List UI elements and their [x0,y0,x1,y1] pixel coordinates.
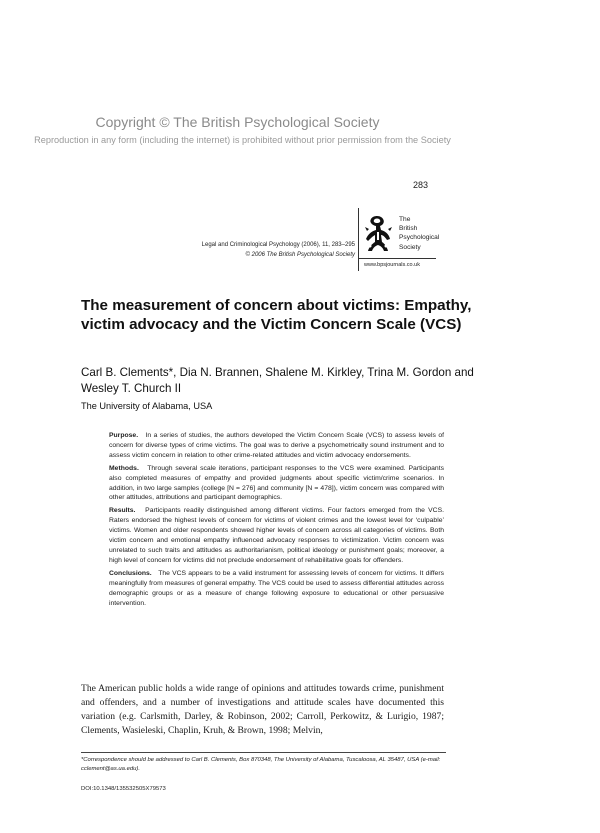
journal-citation: Legal and Criminological Psychology (2006), 11, 283–295 [201,242,355,248]
abstract-methods-text: Through several scale iterations, participant responses to the VCS were examined. Participants also completed measures of empathy and provided judgments about specific victim/crime scenarios. In addition, in two large samples (college [N = 276] and community [N = 478]), victim concern was compared with other attitudes, attributions and participant demographics. [109,464,445,502]
abstract [109,431,444,611]
publisher-name-line: Society [399,243,421,251]
abstract-purpose [109,431,444,461]
publisher-name-line: Psychological [399,234,440,242]
logo-divider-vertical [358,208,359,271]
body-paragraph: The American public holds a wide range of opinions and attitudes towards crime, punishment and offenders, and a number of investigations and attitude scales have documented this variation (e.g. Carlsmith, Darley, & Robinson, 2002; Carroll, Perkowitz, & Lurigio, 1987; Clements, Wasieleski, Chaplin, Kruh, & Brown, 1998; Melvin, [81,683,444,736]
journal-citation-block [202,241,355,260]
abstract-results-text: Participants readily distinguished among different victims. Four factors emerged from the VCS. Raters endorsed the highest levels of concern for victims of violent crimes and the lowest level for ‘culpable’ victims. Women and older respondents showed higher levels of concern across all categories of victims. Both victim concern and emotional empathy influenced advocacy responses to victimization. Victim concern was unrelated to such traits and attitudes as authoritarianism, political ideology or punishment goals; moreover, a high level of concern for victims did not preclude endorsement of rehabilitative goals for offenders. [109,507,444,564]
footnote-divider [81,752,446,753]
abstract-results [109,506,444,565]
abstract-methods [109,464,444,504]
publisher-name-line: The [399,216,411,223]
abstract-purpose-label: Purpose. [109,432,139,439]
abstract-methods-label: Methods. [109,464,139,472]
british-psychological-society-logo-icon [363,213,394,254]
correspondence-footnote: *Correspondence should be addressed to Carl B. Clements, Box 870348, The University of Alabama, Tuscaloosa, AL 35487, USA (e-mail: cclement@as.ua.edu). [81,757,441,772]
article-affiliation: The University of Alabama, USA [81,401,213,411]
publisher-name [399,215,439,252]
abstract-conclusions [109,569,444,609]
abstract-conclusions-text: The VCS appears to be a valid instrument for assessing levels of concern for victims. It differs meaningfully from measures of general empathy. The VCS could be used to assess differential attitudes across demographic groups or as a measure of change following exposure to educational or other persuasive intervention. [109,569,444,607]
publisher-name-line: British [399,225,418,233]
journal-copyright: © 2006 The British Psychological Society [245,251,355,258]
abstract-purpose-text: In a series of studies, the authors developed the Victim Concern Scale (VCS) to assess levels of concern for diverse types of crime victims. The goal was to derive a psychometrically sound instrument and to assess victim concern in relation to other crime-related attitudes and victim advocacy endorsements. [109,432,444,459]
abstract-results-label: Results. [109,507,136,515]
doi: DOI:10.1348/135532505X79573 [81,786,166,792]
article-title: The measurement of concern about victims: Empathy, victim advocacy and the Victim Concern Scale (VCS) [81,297,472,333]
copyright-watermark: Copyright © The British Psychological Society [95,114,380,130]
abstract-conclusions-label: Conclusions. [109,569,152,577]
page-number: 283 [412,180,428,190]
reproduction-notice: Reproduction in any form (including the internet) is prohibited without prior permission from the Society [34,135,451,145]
article-authors: Carl B. Clements*, Dia N. Brannen, Shalene M. Kirkley, Trina M. Gordon and Wesley T. Church II [81,366,474,395]
publisher-website: www.bpsjournals.co.uk [364,262,420,268]
logo-divider-horizontal [358,258,436,259]
